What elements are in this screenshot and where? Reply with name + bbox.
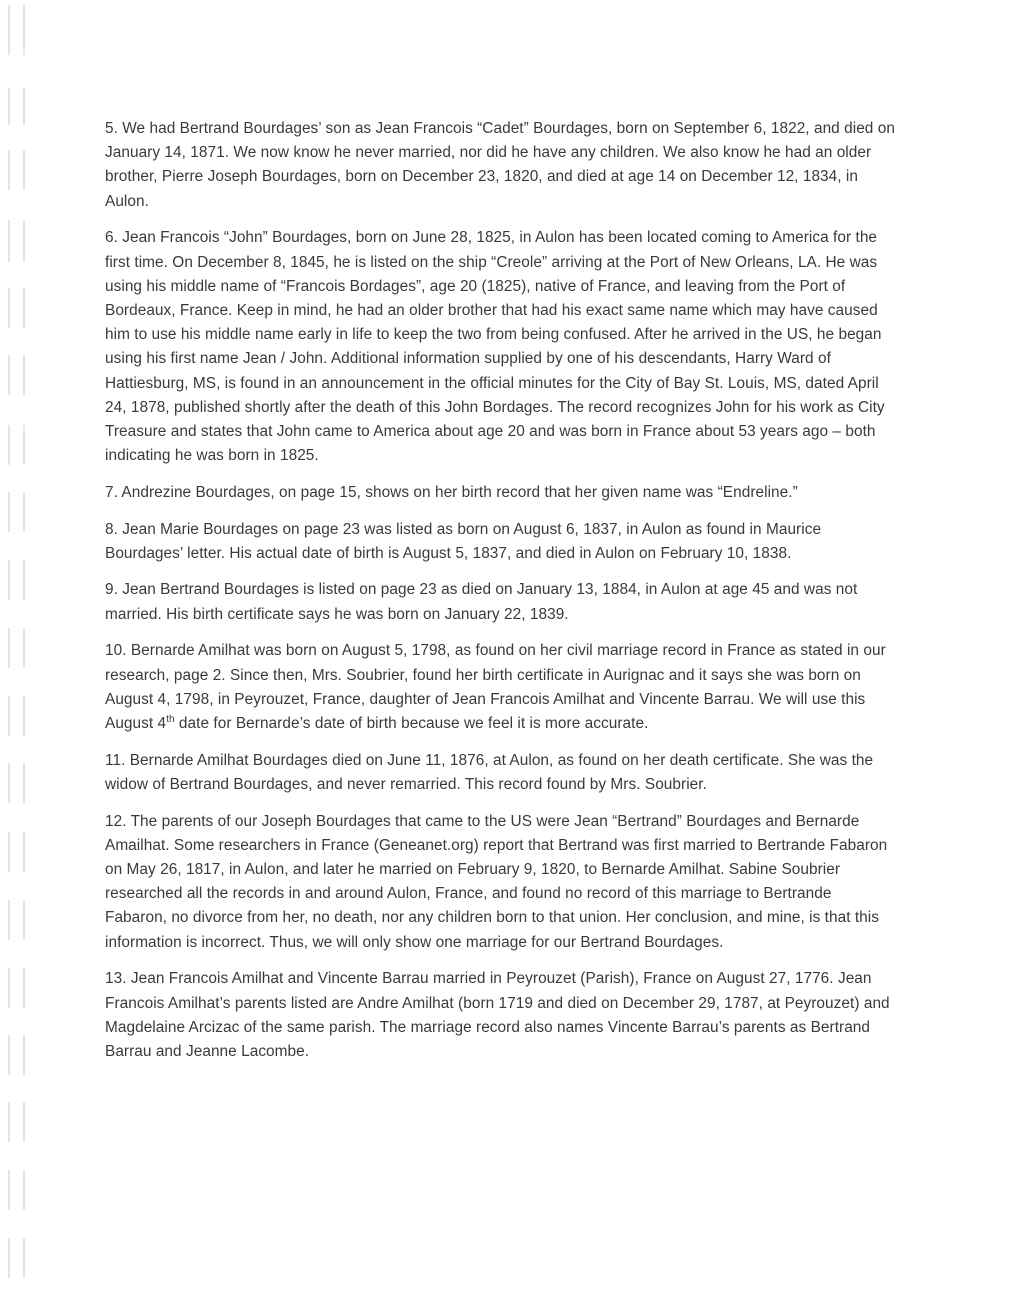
note-paragraph-11	[105, 749, 895, 797]
note-text: 11. Bernarde Amilhat Bourdages died on June 11, 1876, at Aulon, as found on her death certificate. She was the widow of Bertrand Bourdages, and never remarried. This record found by Mrs. Soubrier.	[105, 751, 874, 793]
note-paragraph-8	[105, 518, 895, 566]
note-paragraph-13	[105, 967, 895, 1064]
note-paragraph-10	[105, 639, 895, 736]
note-text: 5. We had Bertrand Bourdages’ son as Jean Francois “Cadet” Bourdages, born on September 6, 1822, and died on January 14, 1871. We now know he never married, nor did he have any children. We also know he had an older brother, Pierre Joseph Bourdages, born on December 23, 1820, and died at age 14 on December 12, 1834, in Aulon.	[105, 120, 895, 210]
note-paragraph-7	[105, 481, 895, 505]
note-text: 7. Andrezine Bourdages, on page 15, shows on her birth record that her given name was “Endreline.”	[105, 483, 798, 501]
note-text: 9. Jean Bertrand Bourdages is listed on page 23 as died on January 13, 1884, in Aulon at age 45 and was not married. His birth certificate says he was born on January 22, 1839.	[105, 581, 858, 623]
note-text: 13. Jean Francois Amilhat and Vincente Barrau married in Peyrouzet (Parish), France on August 27, 1776. Jean Francois Amilhat’s parents listed are Andre Amilhat (born 1719 and died on December 29, 1787, at Peyrouzet) and Magdelaine Arcizac of the same parish. The marriage record also names Vincente Barrau’s parents as Bertrand Barrau and Jeanne Lacombe.	[105, 970, 890, 1060]
note-text: 12. The parents of our Joseph Bourdages that came to the US were Jean “Bertrand” Bourdages and Bernarde Amailhat. Some researchers in France (Geneanet.org) report that Bertrand was first married to Bertrande Fabaron on May 26, 1817, in Aulon, and later he married on February 9, 1820, to Bernarde Amilhat. Sabine Soubrier researched all the records in and around Aulon, France, and found no record of this marriage to Bertrande Fabaron, no divorce from her, no death, nor any children born to that union. Her conclusion, and mine, is that this information is incorrect. Thus, we will only show one marriage for our Bertrand Bourdages.	[105, 812, 888, 951]
note-paragraph-9	[105, 578, 895, 626]
document-body	[105, 117, 895, 1077]
ordinal-suffix: th	[166, 713, 175, 725]
note-paragraph-5	[105, 117, 895, 214]
note-paragraph-12	[105, 810, 895, 955]
note-text: date for Bernarde’s date of birth because we feel it is more accurate.	[174, 714, 649, 732]
note-text: 8. Jean Marie Bourdages on page 23 was listed as born on August 6, 1837, in Aulon as found in Maurice Bourdages’ letter. His actual date of birth is August 5, 1837, and died in Aulon on February 10, 1838.	[105, 520, 822, 562]
note-text: 10. Bernarde Amilhat was born on August 5, 1798, as found on her civil marriage record in France as stated in our research, page 2. Since then, Mrs. Soubrier, found her birth certificate in Aurignac and it says she was born on August 4, 1798, in Peyrouzet, France, daughter of Jean Francois Amilhat and Vincente Barrau. We will use this August 4	[105, 642, 886, 732]
note-text: 6. Jean Francois “John” Bourdages, born on June 28, 1825, in Aulon has been located coming to America for the first time. On December 8, 1845, he is listed on the ship “Creole” arriving at the Port of New Orleans, LA. He was using his middle name of “Francois Bordages”, age 20 (1825), native of France, and leaving from the Port of Bordeaux, France. Keep in mind, he had an older brother that had his exact same name which may have caused him to use his middle name early in life to keep the two from being confused. After he arrived in the US, he began using his first name Jean / John. Additional information supplied by one of his descendants, Harry Ward of Hattiesburg, MS, is found in an announcement in the official minutes for the City of Bay St. Louis, MS, dated April 24, 1878, published shortly after the death of this John Bordages. The record recognizes John for his work as City Treasure and states that John came to America about age 20 and was born in France about 53 years ago – both indicating he was born in 1825.	[105, 229, 885, 465]
note-paragraph-6	[105, 226, 895, 468]
binder-hole-marks	[0, 0, 40, 1315]
